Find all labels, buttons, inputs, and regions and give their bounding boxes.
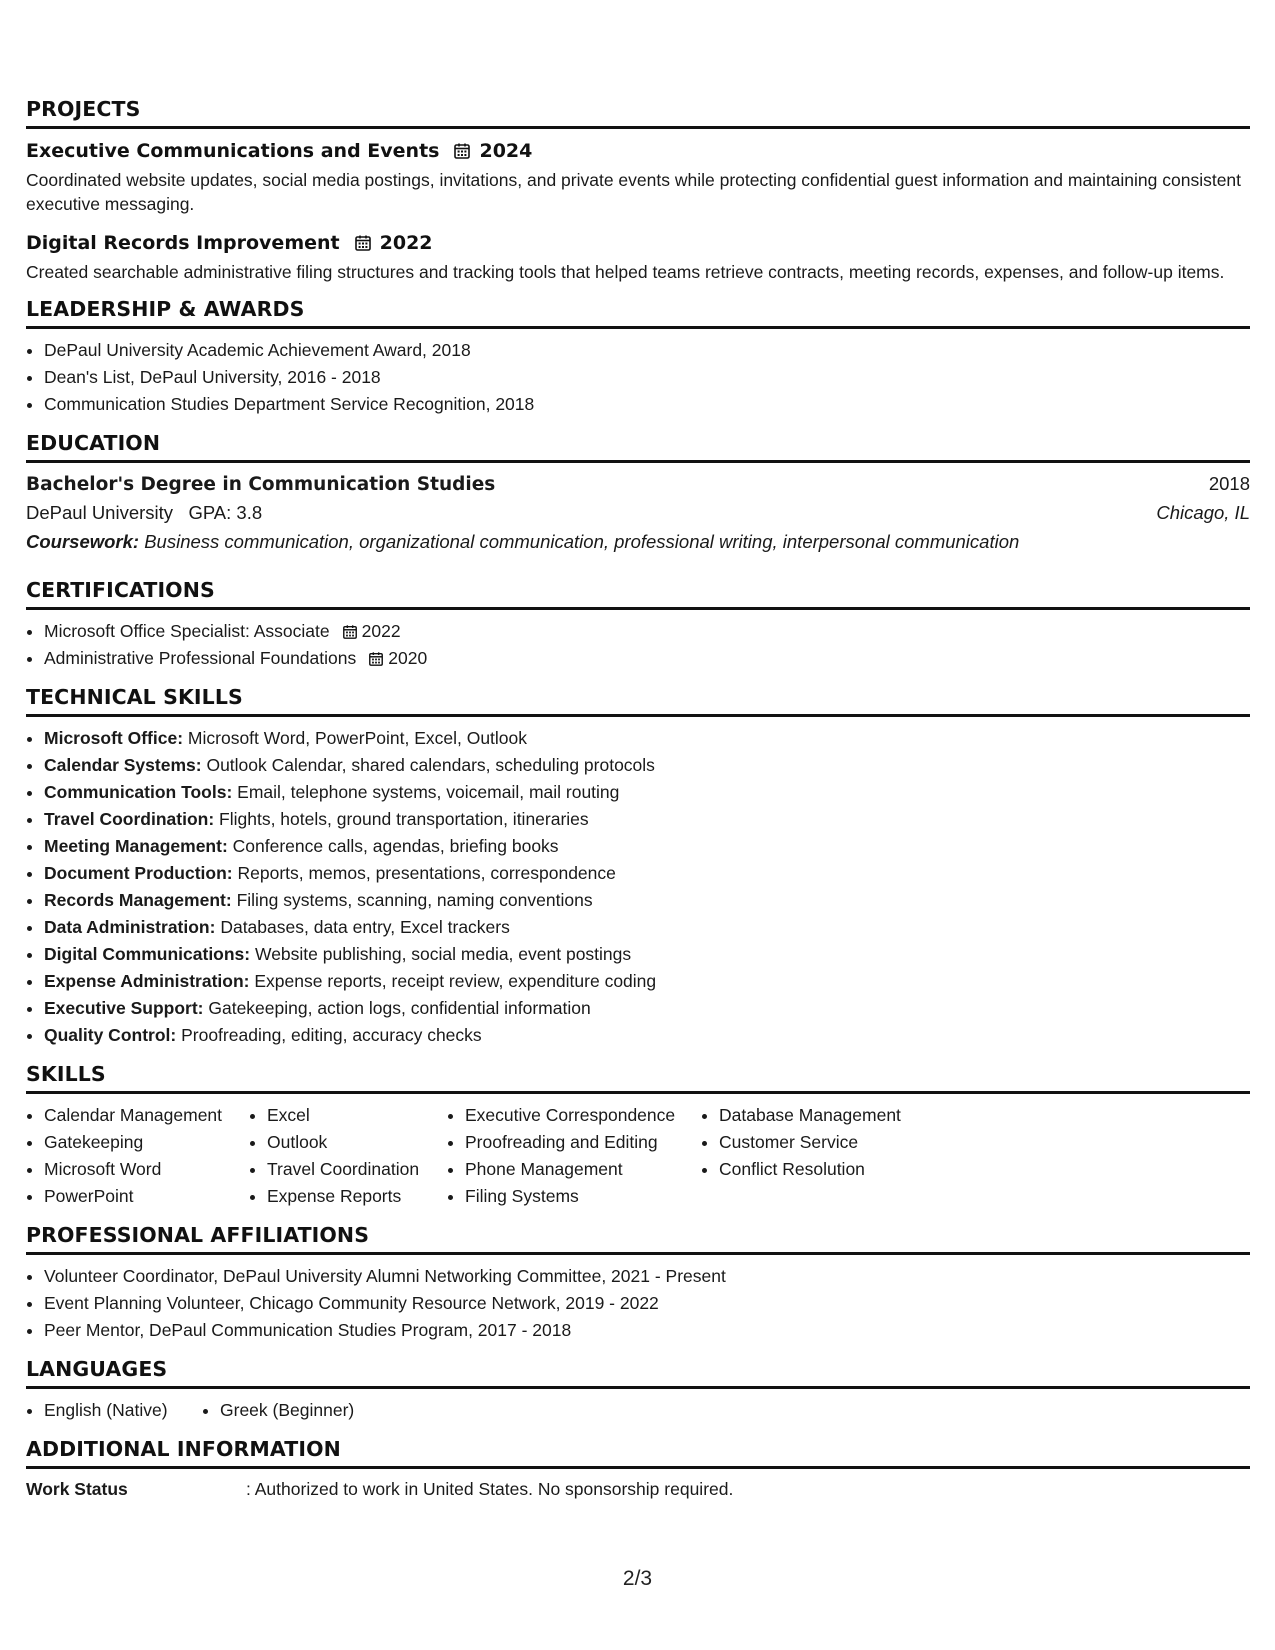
list-item [44,779,1250,806]
additional-section [26,1424,1250,1503]
languages-column [26,1397,202,1424]
leadership-list [26,337,1250,418]
list-item [44,806,1250,833]
certification-name: Microsoft Office Specialist: Associate [44,621,330,641]
gpa: GPA: 3.8 [188,502,263,523]
skill-label: Meeting Management: [44,836,228,856]
resume-page [26,84,1250,1503]
list-item: • English (Native) [44,1397,202,1424]
languages-section [26,1344,1250,1424]
list-item [44,968,1250,995]
list-item: • Peer Mentor, DePaul Communication Studies Program, 2017 - 2018 [44,1317,1250,1344]
calendar-icon [368,651,384,667]
list-item: • Greek (Beginner) [220,1397,354,1424]
skill-value: Reports, memos, presentations, correspondence [237,863,616,883]
calendar-icon [354,234,372,252]
list-item: • Expense Reports [267,1183,447,1210]
skill-label: Document Production: [44,863,233,883]
skills-column [447,1102,701,1210]
list-item: • Volunteer Coordinator, DePaul University Alumni Networking Committee, 2021 - Present [44,1263,1250,1290]
project-year: 2024 [479,140,533,162]
certifications-list [26,618,1250,672]
skill-value: Gatekeeping, action logs, confidential information [208,998,591,1018]
work-status-label: Work Status [26,1479,128,1499]
work-status-row [26,1475,1250,1503]
list-item: • Customer Service [719,1129,959,1156]
projects-heading: PROJECTS [26,84,1250,129]
skill-label: Executive Support: [44,998,204,1018]
project-description: Created searchable administrative filing structures and tracking tools that helped teams retrieve contracts, meeting records, expenses, and follow-up items. [26,262,1225,282]
skills-heading: SKILLS [26,1049,1250,1094]
skill-value: Databases, data entry, Excel trackers [220,917,510,937]
skills-column [701,1102,959,1210]
list-item: • Microsoft Word [44,1156,249,1183]
project-name: Executive Communications and Events [26,140,440,162]
list-item: • Outlook [267,1129,447,1156]
coursework [26,527,1250,557]
skill-value: Conference calls, agendas, briefing books [232,836,559,856]
skill-value: Website publishing, social media, event postings [255,944,632,964]
page-number: 2/3 [622,1567,653,1590]
work-status-value: : Authorized to work in United States. No sponsorship required. [246,1479,734,1499]
certification-year: 2020 [388,648,428,668]
leadership-heading: LEADERSHIP & AWARDS [26,284,1250,329]
affiliations-heading: PROFESSIONAL AFFILIATIONS [26,1210,1250,1255]
certification-year: 2022 [361,621,401,641]
school-name: DePaul University [26,502,174,523]
skills-grid [26,1102,1250,1210]
certification-name: Administrative Professional Foundations [44,648,357,668]
skill-label: Travel Coordination: [44,809,215,829]
list-item: • Excel [267,1102,447,1129]
projects-section [26,84,1250,284]
list-item: • Executive Correspondence [465,1102,701,1129]
skill-label: Expense Administration: [44,971,250,991]
list-item [44,941,1250,968]
calendar-icon [342,624,358,640]
skill-label: Communication Tools: [44,782,233,802]
list-item: • Conflict Resolution [719,1156,959,1183]
leadership-section [26,284,1250,418]
languages-row [26,1397,1250,1424]
skill-value: Expense reports, receipt review, expenditure coding [254,971,657,991]
list-item [44,887,1250,914]
list-item [44,1022,1250,1049]
list-item: • Event Planning Volunteer, Chicago Community Resource Network, 2019 - 2022 [44,1290,1250,1317]
list-item: • PowerPoint [44,1183,249,1210]
skill-label: Data Administration: [44,917,216,937]
list-item [44,833,1250,860]
list-item: • Travel Coordination [267,1156,447,1183]
project-item [26,230,1250,284]
additional-heading: ADDITIONAL INFORMATION [26,1424,1250,1469]
affiliations-list [26,1263,1250,1344]
list-item: • Dean's List, DePaul University, 2016 - 2018 [44,364,1250,391]
education-heading: EDUCATION [26,418,1250,463]
skill-value: Microsoft Word, PowerPoint, Excel, Outlook [187,728,528,748]
skills-column [26,1102,249,1210]
skills-section [26,1049,1250,1210]
certifications-section [26,565,1250,672]
technical-skills-section [26,672,1250,1049]
degree-name: Bachelor's Degree in Communication Studies [26,474,496,495]
education-section [26,418,1250,557]
skill-value: Filing systems, scanning, naming conventions [236,890,593,910]
list-item: • Phone Management [465,1156,701,1183]
project-header [26,230,1250,256]
skill-value: Flights, hotels, ground transportation, itineraries [219,809,589,829]
list-item: • Proofreading and Editing [465,1129,701,1156]
certifications-heading: CERTIFICATIONS [26,565,1250,610]
school-line [26,499,262,527]
skill-value: Email, telephone systems, voicemail, mail routing [237,782,620,802]
skill-label: Calendar Systems: [44,755,202,775]
coursework-label: Coursework: [26,531,140,552]
list-item: • DePaul University Academic Achievement Award, 2018 [44,337,1250,364]
skill-label: Microsoft Office: [44,728,184,748]
school-location: Chicago, IL [1156,502,1250,523]
skill-label: Digital Communications: [44,944,251,964]
list-item: • Communication Studies Department Service Recognition, 2018 [44,391,1250,418]
list-item [44,995,1250,1022]
skills-column [249,1102,447,1210]
coursework-text: Business communication, organizational communication, professional writing, interpersonal communication [144,531,1020,552]
project-header [26,138,1250,164]
calendar-icon [453,142,471,160]
degree-year: 2018 [1208,473,1250,494]
project-name: Digital Records Improvement [26,232,340,254]
list-item: • Filing Systems [465,1183,701,1210]
list-item: • Calendar Management [44,1102,249,1129]
technical-skills-list [26,725,1250,1049]
skill-label: Records Management: [44,890,232,910]
project-description: Coordinated website updates, social media postings, invitations, and private events while protecting confidential guest information and maintaining consistent executive messaging. [26,170,1242,214]
list-item [44,914,1250,941]
list-item [44,860,1250,887]
list-item [44,645,1250,672]
education-school-row [26,499,1250,527]
languages-heading: LANGUAGES [26,1344,1250,1389]
languages-column [202,1397,354,1424]
list-item: • Database Management [719,1102,959,1129]
list-item [44,725,1250,752]
affiliations-section [26,1210,1250,1344]
list-item [44,618,1250,645]
technical-skills-heading: TECHNICAL SKILLS [26,672,1250,717]
project-item [26,138,1250,216]
list-item [44,752,1250,779]
list-item: • Gatekeeping [44,1129,249,1156]
skill-value: Outlook Calendar, shared calendars, scheduling protocols [206,755,655,775]
skill-value: Proofreading, editing, accuracy checks [181,1025,482,1045]
education-degree-row [26,463,1250,499]
skill-label: Quality Control: [44,1025,177,1045]
project-year: 2022 [379,232,433,254]
